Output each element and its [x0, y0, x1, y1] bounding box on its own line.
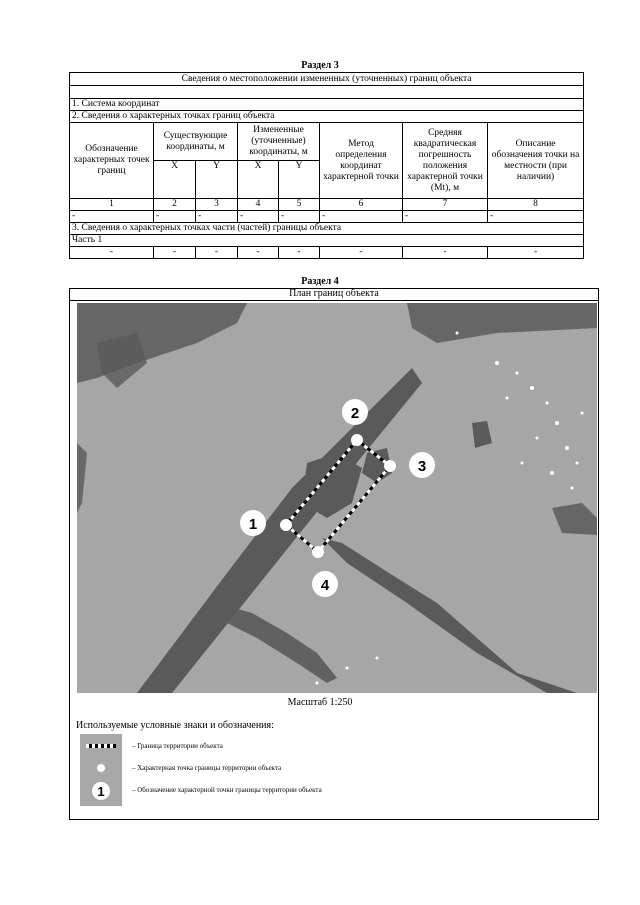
- legend-title: Используемые условные знаки и обозначения:: [76, 720, 274, 731]
- data-cell: -: [70, 211, 154, 223]
- part-row: Часть 1: [70, 235, 584, 247]
- plan-title: План границ объекта: [69, 288, 599, 301]
- data-cell: -: [154, 211, 196, 223]
- header-accuracy: Средняя квадратическая погрешность положения характерной точки (Мt), м: [403, 123, 488, 199]
- legend-point: [97, 764, 105, 772]
- data-cell: -: [488, 211, 584, 223]
- col-num: 7: [403, 199, 488, 211]
- part-cell: -: [70, 247, 154, 259]
- map-scale: Масштаб 1:250: [287, 697, 353, 708]
- col-num: 8: [488, 199, 584, 211]
- coord-system-row: 1. Система координат: [70, 99, 584, 111]
- boundary-point: [312, 546, 324, 558]
- legend-point-text: – Характерная точка границы территории объекта: [132, 764, 282, 772]
- header-designation: Обозначение характерных точек границ: [70, 123, 154, 199]
- plan-map: [77, 303, 597, 693]
- part-points-row: 3. Сведения о характерных точках части (частей) границы объекта: [70, 223, 584, 235]
- col-num: 6: [320, 199, 403, 211]
- header-changed: Измененные (уточненные) координаты, м: [238, 123, 320, 161]
- data-cell: -: [238, 211, 279, 223]
- points-info-row: 2. Сведения о характерных точках границ объекта: [70, 111, 584, 123]
- header-description: Описание обозначения точки на местности (при наличии): [488, 123, 584, 199]
- data-cell: -: [320, 211, 403, 223]
- header-x-changed: X: [238, 161, 279, 199]
- col-num: 2: [154, 199, 196, 211]
- legend-boundary-text: – Граница территории объекта: [132, 742, 223, 750]
- col-num: 4: [238, 199, 279, 211]
- empty-row: [70, 86, 584, 99]
- data-cell: -: [196, 211, 238, 223]
- header-y-changed: Y: [279, 161, 320, 199]
- boundary-point: [351, 434, 363, 446]
- legend-label-text: – Обозначение характерной точки границы территории объекта: [132, 786, 322, 794]
- part-cell: -: [320, 247, 403, 259]
- part-cell: -: [403, 247, 488, 259]
- part-cell: -: [488, 247, 584, 259]
- part-cell: -: [279, 247, 320, 259]
- point-label: 2: [350, 405, 360, 422]
- legend-symbols: [80, 734, 122, 806]
- section3-table: [69, 72, 584, 259]
- data-cell: -: [279, 211, 320, 223]
- data-cell: -: [403, 211, 488, 223]
- col-num: 1: [70, 199, 154, 211]
- legend-label: 1: [97, 784, 105, 799]
- boundary-point: [280, 519, 292, 531]
- table-title: Сведения о местоположении измененных (уточненных) границ объекта: [70, 73, 584, 86]
- header-y-existing: Y: [196, 161, 238, 199]
- section4-title: Раздел 4: [301, 276, 339, 287]
- boundary-point: [384, 460, 396, 472]
- header-method: Метод определения координат характерной точки: [320, 123, 403, 199]
- point-label: 4: [320, 577, 330, 594]
- section3-title: Раздел 3: [301, 60, 339, 71]
- header-x-existing: X: [154, 161, 196, 199]
- part-cell: -: [196, 247, 238, 259]
- part-cell: -: [238, 247, 279, 259]
- col-num: 3: [196, 199, 238, 211]
- col-num: 5: [279, 199, 320, 211]
- part-cell: -: [154, 247, 196, 259]
- point-label: 1: [248, 516, 258, 533]
- point-label: 3: [417, 458, 427, 475]
- header-existing: Существующие координаты, м: [154, 123, 238, 161]
